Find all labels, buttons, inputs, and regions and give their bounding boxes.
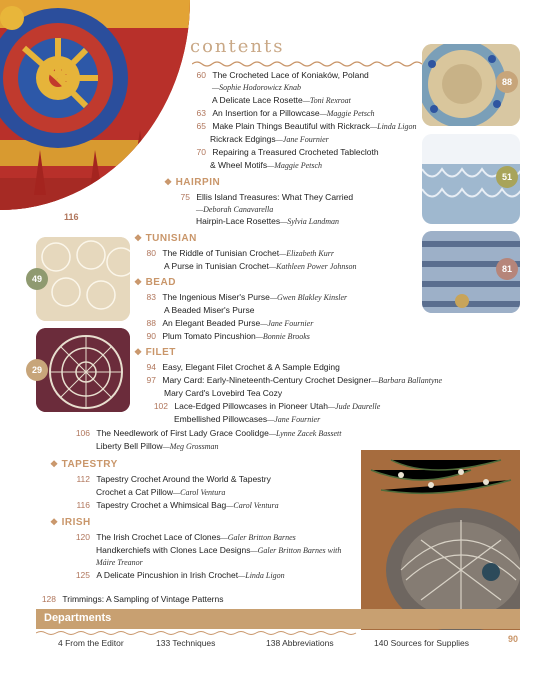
toc-title: Crochet a Cat Pillow	[96, 487, 174, 497]
dept-title: Techniques	[172, 638, 216, 648]
dept-page: 138	[266, 638, 281, 648]
toc-title: A Purse in Tunisian Crochet	[164, 261, 269, 271]
toc-author: —Toni Rexroat	[302, 96, 351, 105]
toc-entry[interactable]	[142, 375, 442, 386]
photo-page-116: 116	[64, 212, 79, 222]
toc-title: A Beaded Miser's Purse	[164, 305, 255, 315]
toc-page: 102	[153, 401, 168, 411]
toc-title: Tapestry Crochet Around the World & Tapestry	[96, 474, 271, 484]
doily-illustration	[36, 328, 130, 412]
toc-author: —Lynne Zacek Bassett	[268, 429, 342, 438]
toc-page: 94	[146, 362, 156, 372]
toc-page: 97	[146, 375, 156, 385]
toc-title: Handkerchiefs with Clones Lace Designs	[96, 545, 251, 555]
dept-item-sources[interactable]	[374, 638, 469, 648]
flower-icon: ❖	[50, 459, 59, 469]
hairpin-lace-illustration	[36, 237, 130, 321]
toc-entry[interactable]	[192, 121, 416, 132]
toc-title: A Delicate Pincushion in Irish Crochet	[96, 570, 239, 580]
section-label: IRISH	[61, 517, 91, 528]
toc-author: —Sylvia Landman	[280, 217, 339, 226]
toc-title: The Irish Crochet Lace of Clones	[96, 532, 221, 542]
flower-icon: ❖	[134, 347, 143, 357]
toc-author: —Deborah Canavarella	[196, 205, 274, 214]
toc-author: —Sophie Hodorowicz Knab	[212, 83, 302, 92]
toc-author: —Bonnie Brooks	[255, 332, 310, 341]
toc-entry[interactable]	[164, 305, 254, 316]
toc-page: 128	[41, 594, 56, 604]
toc-author-line	[212, 82, 301, 93]
section-tapestry	[50, 459, 118, 470]
badge-page-81: 81	[496, 258, 518, 280]
toc-entry[interactable]	[142, 292, 347, 303]
toc-entry[interactable]	[164, 261, 356, 272]
dept-title: From the Editor	[65, 638, 124, 648]
title-wave-divider	[192, 60, 422, 68]
toc-page: 63	[196, 108, 206, 118]
page-title: contents	[190, 36, 285, 57]
toc-entry[interactable]	[72, 500, 279, 511]
dept-title: Sources for Supplies	[390, 638, 469, 648]
toc-title: A Delicate Lace Rosette	[212, 95, 303, 105]
toc-author: —Kathleen Power Johnson	[268, 262, 357, 271]
toc-title: Repairing a Treasured Crocheted Tablecloth	[212, 147, 379, 157]
toc-title: Make Plain Things Beautiful with Rickrack	[212, 121, 371, 131]
pincushion-photo	[361, 450, 520, 630]
toc-title: The Crocheted Lace of Koniaków, Poland	[212, 70, 369, 80]
toc-title: Mary Card's Lovebird Tea Cozy	[164, 388, 283, 398]
toc-author: —Maggie Petsch	[267, 161, 323, 170]
toc-entry[interactable]	[176, 192, 353, 203]
toc-title: Mary Card: Early-Nineteenth-Century Crochet Designer	[162, 375, 372, 385]
toc-page: 70	[196, 147, 206, 157]
toc-author: —Gwen Blakley Kinsler	[269, 293, 348, 302]
toc-title: Easy, Elegant Filet Crochet & A Sample Edging	[162, 362, 340, 372]
section-irish	[50, 517, 91, 528]
toc-author-line	[96, 557, 143, 568]
toc-author: —Jude Daurelle	[327, 402, 381, 411]
toc-page: 60	[196, 70, 206, 80]
toc-entry[interactable]	[72, 428, 341, 439]
toc-entry[interactable]	[142, 248, 334, 259]
toc-author: —Jane Fournier	[267, 415, 321, 424]
departments-label: Departments	[44, 612, 112, 624]
section-bead	[134, 277, 176, 288]
toc-entry[interactable]	[212, 95, 351, 106]
toc-entry[interactable]	[72, 474, 271, 485]
toc-author: —Jane Fournier	[260, 319, 314, 328]
toc-author: —Barbara Ballantyne	[371, 376, 443, 385]
dept-title: Abbreviations	[282, 638, 334, 648]
toc-title: Embellished Pillowcases	[174, 414, 268, 424]
toc-author: —Galer Britton Barnes with	[250, 546, 342, 555]
toc-author: —Jane Fournier	[275, 135, 329, 144]
section-label: TAPESTRY	[61, 459, 118, 470]
dept-item-editor[interactable]	[58, 638, 124, 648]
toc-title: The Ingenious Miser's Purse	[162, 292, 270, 302]
hairpin-lace-photo	[36, 237, 130, 321]
section-hairpin	[164, 177, 220, 188]
flower-icon: ❖	[164, 177, 173, 187]
toc-author: —Linda Ligon	[238, 571, 285, 580]
toc-page: 90	[146, 331, 156, 341]
departments-wave-divider	[36, 630, 361, 636]
toc-entry[interactable]	[196, 216, 339, 227]
toc-author-line	[196, 204, 273, 215]
toc-title: Hairpin-Lace Rosettes	[196, 216, 281, 226]
section-label: BEAD	[145, 277, 176, 288]
toc-entry[interactable]	[72, 532, 296, 543]
flower-icon: ❖	[134, 233, 143, 243]
toc-author: —Carol Ventura	[226, 501, 279, 510]
departments-bar	[36, 609, 520, 629]
toc-author: Máire Treanor	[96, 558, 143, 567]
section-label: HAIRPIN	[175, 177, 221, 188]
toc-author: —Elizabeth Kurr	[279, 249, 334, 258]
dept-item-techniques[interactable]	[156, 638, 215, 648]
badge-page-29: 29	[26, 359, 48, 381]
toc-author: —Galer Britton Barnes	[220, 533, 296, 542]
dept-page: 4	[58, 638, 63, 648]
toc-title: Ellis Island Treasures: What They Carried	[196, 192, 354, 202]
tapestry-bag-photo	[0, 0, 190, 210]
toc-entry[interactable]	[96, 545, 341, 556]
flower-icon: ❖	[50, 517, 59, 527]
toc-title: An Insertion for a Pillowcase	[212, 108, 320, 118]
photo-page-90: 90	[508, 634, 519, 644]
toc-title: Lace-Edged Pillowcases in Pioneer Utah	[174, 401, 328, 411]
section-label: FILET	[145, 347, 176, 358]
flower-icon: ❖	[134, 277, 143, 287]
toc-page: 83	[146, 292, 156, 302]
section-filet	[134, 347, 176, 358]
toc-page: 75	[180, 192, 190, 202]
toc-entry[interactable]	[192, 147, 379, 158]
toc-entry[interactable]	[192, 108, 375, 119]
toc-entry[interactable]	[142, 331, 310, 342]
toc-title: Plum Tomato Pincushion	[162, 331, 256, 341]
toc-author: —Linda Ligon	[370, 122, 417, 131]
toc-title: An Elegant Beaded Purse	[162, 318, 261, 328]
section-label: TUNISIAN	[145, 233, 197, 244]
doily-photo	[36, 328, 130, 412]
toc-entry[interactable]	[142, 318, 313, 329]
section-tunisian	[134, 233, 197, 244]
badge-page-49: 49	[26, 268, 48, 290]
toc-entry-trimmings[interactable]	[38, 594, 223, 605]
toc-author: —Maggie Petsch	[319, 109, 375, 118]
dept-page: 140	[374, 638, 389, 648]
toc-title: Rickrack Edgings	[210, 134, 276, 144]
toc-entry[interactable]	[150, 401, 380, 412]
tapestry-bag-illustration	[0, 0, 190, 210]
toc-title: & Wheel Motifs	[210, 160, 268, 170]
toc-page: 106	[75, 428, 90, 438]
toc-entry[interactable]	[210, 134, 329, 145]
toc-page: 116	[76, 500, 90, 510]
badge-page-88: 88	[496, 71, 518, 93]
toc-title: The Riddle of Tunisian Crochet	[162, 248, 280, 258]
toc-entry[interactable]	[96, 487, 225, 498]
toc-title: Trimmings: A Sampling of Vintage Patterns	[62, 594, 224, 604]
toc-entry[interactable]	[142, 362, 340, 373]
toc-entry[interactable]	[210, 160, 322, 171]
toc-title: The Needlework of First Lady Grace Coolidge	[96, 428, 269, 438]
toc-page: 125	[75, 570, 90, 580]
pincushion-illustration	[361, 450, 520, 630]
toc-page: 88	[146, 318, 156, 328]
badge-page-51: 51	[496, 166, 518, 188]
toc-entry[interactable]	[164, 388, 282, 399]
toc-entry[interactable]	[192, 70, 369, 81]
toc-entry[interactable]	[72, 570, 285, 581]
dept-item-abbreviations[interactable]	[266, 638, 334, 648]
toc-entry[interactable]	[174, 414, 320, 425]
toc-author: —Meg Grossman	[162, 442, 219, 451]
toc-page: 120	[75, 532, 90, 542]
toc-page: 80	[146, 248, 156, 258]
toc-title: Tapestry Crochet a Whimsical Bag	[96, 500, 227, 510]
toc-author: —Carol Ventura	[173, 488, 226, 497]
dept-page: 133	[156, 638, 171, 648]
toc-entry[interactable]	[96, 441, 219, 452]
toc-title: Liberty Bell Pillow	[96, 441, 163, 451]
toc-page: 65	[196, 121, 206, 131]
toc-page: 112	[76, 474, 90, 484]
